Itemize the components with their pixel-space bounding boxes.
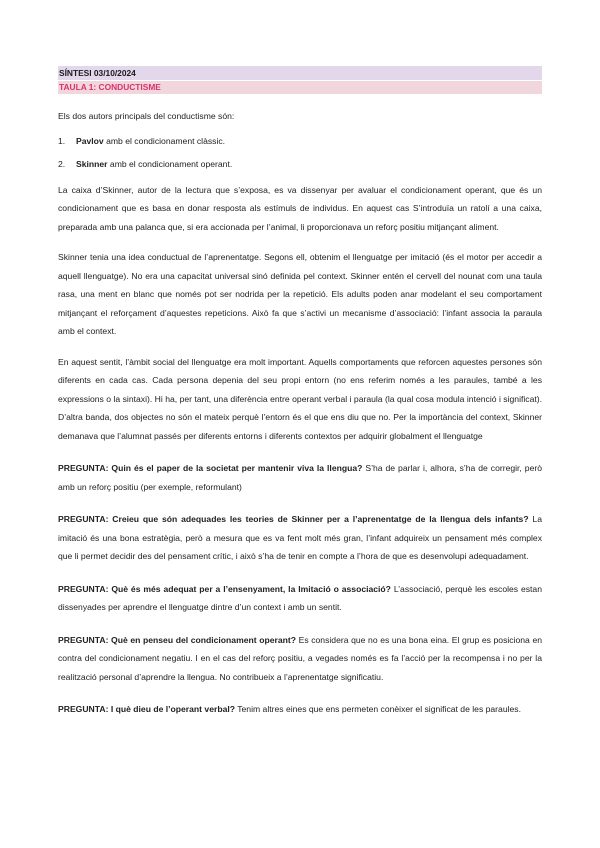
answer-text: S’ha de parlar i, alhora, s’ha de corregir, però amb un reforç positiu (per exemple, reformulant) (58, 463, 542, 492)
answer-text: Es considera que no es una bona eina. El grup es posiciona en contra del condicionament negatiu. I en el cas del reforç positiu, a vegades només es fa l’acció per la recompensa i no per la realització personal d’aprendre la llengua. No contribueix a l’aprenentatge significatiu. (58, 634, 542, 682)
answer-text: La imitació és una bona estratègia, però a mesura que es va fent molt més gran, l’infant adquireix un pensament més complex que li permet decidir des del pensament crític, i això s’ha de tenir en compte a l’hora de que es desenvolupi adequadament. (58, 514, 542, 561)
list-item (58, 157, 542, 171)
list-number: 2. (58, 158, 66, 169)
document-title: SÍNTESI 03/10/2024 (58, 66, 542, 80)
intro-text: Els dos autors principals del conductisme són: (58, 111, 235, 121)
question-block (58, 580, 542, 617)
section-heading: TAULA 1: CONDUCTISME (58, 81, 542, 94)
document-page (58, 66, 542, 719)
authors-list (58, 134, 542, 171)
author-description: amb el condicionament operant. (107, 158, 233, 169)
question-block (58, 510, 542, 566)
question-text: PREGUNTA: Què és més adequat per a l’ensenyament, la Imitació o associació? (58, 583, 391, 594)
list-number: 1. (58, 135, 66, 146)
question-block (58, 700, 542, 719)
paragraph: En aquest sentit, l’àmbit social del llenguatge era molt important. Aquells comportaments que reforcen aquestes persones són diferents en cada cas. Cada persona depenia del seu propi entorn (no ens referim només a les paraules, també a les expressions o la sintaxi). Hi ha, per tant, una diferència entre operant verbal i paraula (la qual cosa modula intenció i significat). D’altra banda, dos objectes no són el mateix perquè l’entorn és el que ens diu que no. Per la importància del context, Skinner demanava que l’alumnat passés per diferents entorns i diferents contextos per adquirir globalment el llenguatge (58, 356, 542, 441)
answer-text: Tenim altres eines que ens permeten conèixer el significat de les paraules. (235, 704, 521, 714)
paragraph: La caixa d’Skinner, autor de la lectura que s’exposa, es va dissenyar per avaluar el condicionament operant, que és un condicionament que es basa en donar resposta als estímuls de individus. En aquest cas S’introduïa un ratolí a una caixa, preparada amb una palanca que, si era accionada per l’animal, li proporcionava un reforç positiu mitjançant aliment. (58, 184, 542, 232)
question-block (58, 459, 542, 496)
list-item (58, 134, 542, 148)
question-text: PREGUNTA: I què dieu de l’operant verbal? (58, 704, 235, 714)
author-name: Skinner (76, 158, 108, 169)
author-name: Pavlov (76, 135, 104, 146)
question-block (58, 631, 542, 687)
answer-text: L’associació, perquè les escoles estan dissenyades per aprendre el llenguatge dintre d’un context i amb un sentit. (58, 583, 542, 612)
question-text: PREGUNTA: Creieu que són adequades les teories de Skinner per a l’aprenentatge de la llengua dels infants? (58, 514, 529, 524)
author-description: amb el condicionament clàssic. (103, 135, 226, 146)
question-text: PREGUNTA: Què en penseu del condicionament operant? (58, 634, 296, 645)
paragraph: Skinner tenia una idea conductual de l’aprenentatge. Segons ell, obtenim el llenguatge per imitació (és el motor per accedir a aquell llenguatge). No era una capacitat universal sinó definida pel context. Skinner entén el cervell del nounat com una taula rasa, una ment en blanc que només pot ser nodrida per la repetició. Els adults poden anar modelant el seu comportament mitjançant el reforçament d’aquestes repeticions. Això fa que s’activi un mecanisme d’associació: l’infant associa la paraula amb el context. (58, 252, 542, 336)
question-text: PREGUNTA: Quin és el paper de la societat per mantenir viva la llengua? (58, 463, 363, 473)
